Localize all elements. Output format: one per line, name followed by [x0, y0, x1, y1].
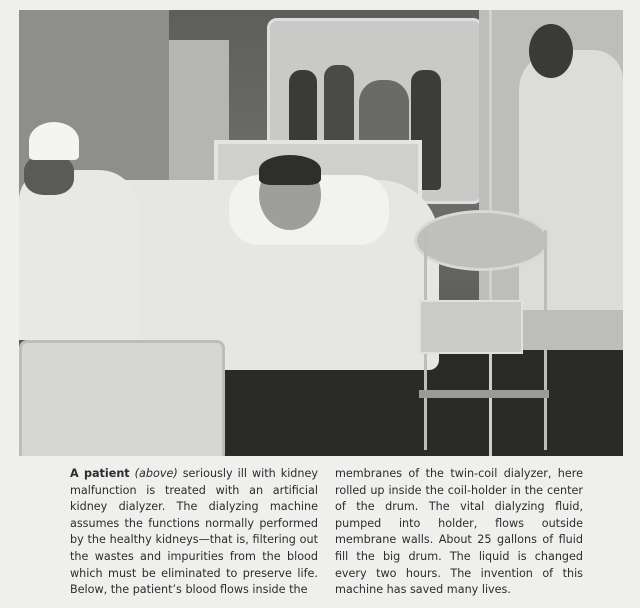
caption-left-column: [70, 466, 318, 599]
nurse: [19, 170, 139, 340]
dialysis-photo: [19, 10, 623, 456]
nurse-face: [24, 155, 74, 195]
dialyzer-drum: [414, 210, 550, 271]
cart-shelf: [419, 390, 549, 398]
patient-hair: [259, 155, 321, 185]
caption-right-column: [335, 466, 583, 599]
caption-lead: A patient: [70, 467, 130, 480]
caption-aside: (above): [134, 467, 178, 480]
caption-left-text: seriously ill with kidney malfunction is treated with an artificial kidney dialyzer. The dialyzing machine assumes the functions normally performed by the healthy kidneys—that is, filtering out the wastes and impurities from the blood which must be eliminated to preserve life. Below, the patient’s blood flows inside the: [70, 467, 319, 597]
doctor: [519, 50, 623, 310]
nurse-cap: [29, 122, 79, 160]
cart-frame: [544, 230, 547, 450]
dialyzer-control-box: [419, 300, 523, 354]
bed-footboard: [19, 340, 225, 456]
caption-right-text: membranes of the twin-coil dialyzer, here rolled up inside the coil-holder in the center of the drum. The vital dialyzing fluid, pumped into holder, flows outside membrane walls. About 25 gallons of fluid fill the big drum. The liquid is changed every two hours. The invention of this machine has saved many lives.: [335, 467, 583, 597]
doctor-head: [529, 24, 573, 78]
